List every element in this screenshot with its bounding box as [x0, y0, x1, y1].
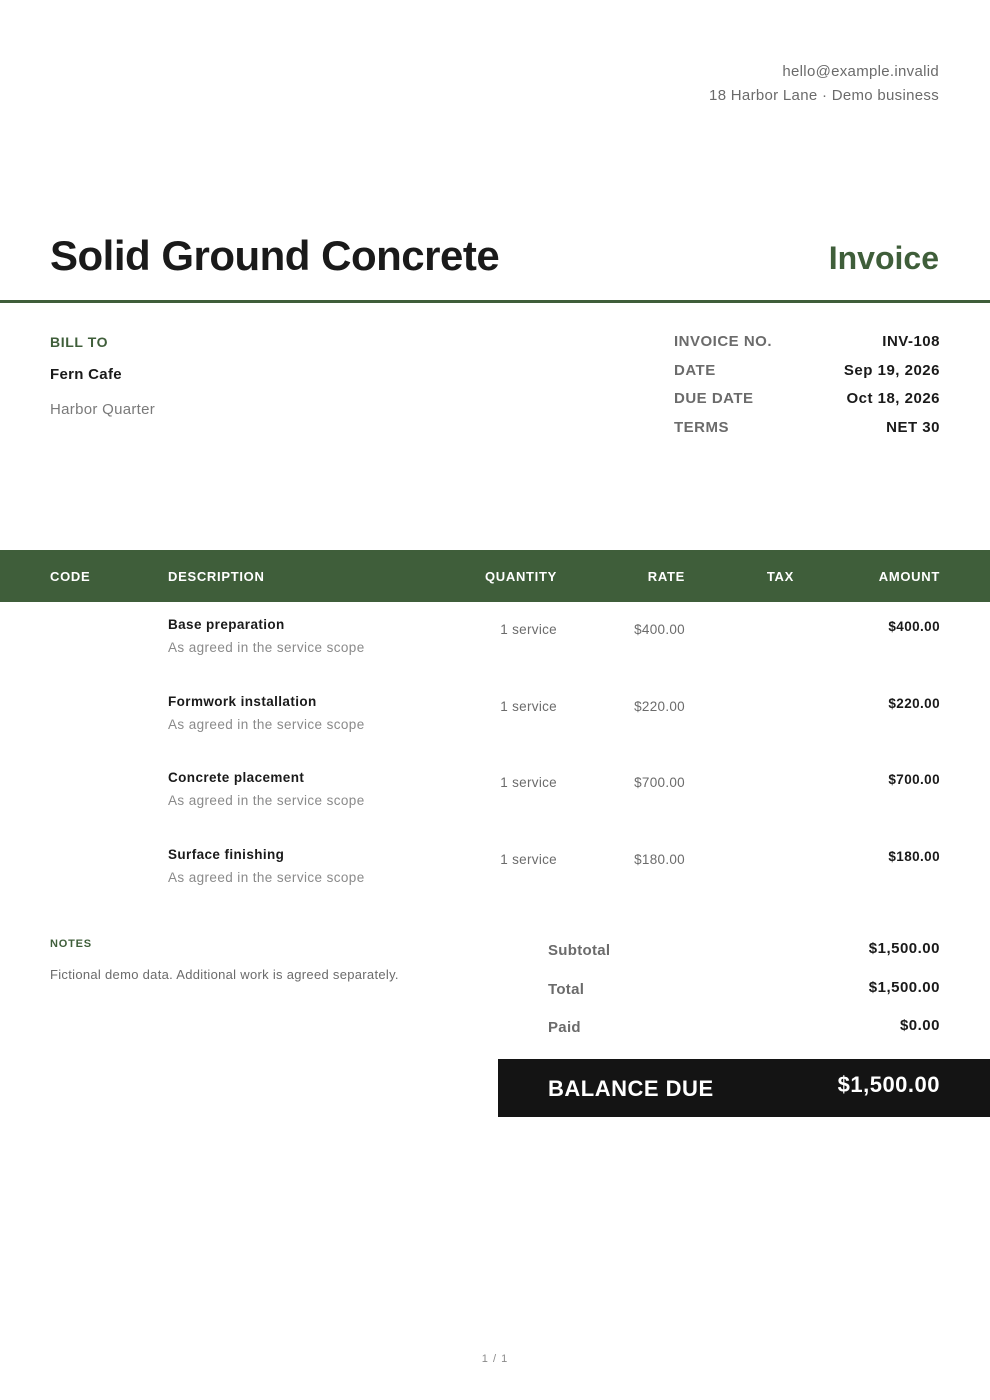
item-quantity: 1 service	[500, 699, 557, 714]
table-row	[0, 694, 990, 754]
meta-row-terms	[674, 419, 940, 448]
column-header-quantity	[480, 550, 557, 602]
client-address: Harbor Quarter	[50, 401, 156, 418]
balance-due-label: BALANCE DUE	[548, 1076, 714, 1101]
company-name: Solid Ground Concrete	[50, 232, 500, 279]
item-title: Concrete placement	[168, 770, 305, 785]
item-amount: $400.00	[888, 619, 940, 634]
meta-value: Sep 19, 2026	[843, 361, 940, 379]
totals-key: Total	[548, 981, 585, 998]
meta-row-due-date	[674, 390, 940, 419]
bill-to-label: BILL TO	[50, 334, 109, 350]
meta-key: DUE DATE	[674, 390, 754, 407]
item-amount: $220.00	[888, 696, 940, 711]
item-quantity: 1 service	[500, 852, 557, 867]
item-subtitle: As agreed in the service scope	[168, 870, 365, 885]
column-header-tax: TAX	[766, 568, 794, 584]
balance-due-value: $1,500.00	[837, 1072, 940, 1097]
notes-text: Fictional demo data. Additional work is agreed separately.	[50, 967, 399, 982]
totals-value: $0.00	[899, 1017, 940, 1034]
totals-row-total	[548, 979, 940, 1003]
meta-row-invoice-no	[674, 333, 940, 362]
client-name: Fern Cafe	[50, 366, 122, 383]
table-row	[0, 770, 990, 830]
meta-key: INVOICE NO.	[674, 333, 773, 350]
item-subtitle: As agreed in the service scope	[168, 640, 365, 655]
meta-key: DATE	[674, 361, 716, 379]
meta-row-date	[674, 362, 940, 391]
item-subtitle: As agreed in the service scope	[168, 717, 365, 732]
balance-due-bar	[498, 1059, 990, 1117]
invoice-meta	[674, 333, 940, 447]
table-row	[0, 847, 990, 907]
item-title: Base preparation	[168, 617, 285, 632]
column-header-description: DESCRIPTION	[168, 568, 265, 584]
meta-value: Oct 18, 2026	[846, 390, 940, 407]
item-quantity: 1 service	[500, 622, 557, 637]
totals-value: $1,500.00	[868, 940, 940, 957]
totals-value: $1,500.00	[868, 979, 940, 996]
column-header-amount: AMOUNT	[878, 568, 940, 584]
column-header-code: CODE	[50, 568, 91, 584]
item-rate: $700.00	[634, 775, 685, 790]
business-address: 18 Harbor Lane · Demo business	[709, 87, 939, 104]
item-rate: $180.00	[634, 852, 685, 867]
totals-row-subtotal	[548, 940, 940, 964]
meta-key: TERMS	[674, 418, 729, 436]
item-amount: $700.00	[888, 772, 940, 787]
notes-label: NOTES	[50, 938, 92, 950]
totals-key: Paid	[548, 1019, 581, 1036]
document-title: Invoice	[828, 240, 939, 276]
header-divider	[0, 300, 990, 303]
page-number: 1 / 1	[481, 1353, 509, 1365]
item-title: Surface finishing	[168, 847, 285, 862]
item-rate: $220.00	[634, 699, 685, 714]
column-header-rate: RATE	[647, 568, 685, 584]
column-header-quantity-label: QUANTITY	[484, 568, 557, 584]
totals-key: Subtotal	[548, 942, 611, 959]
table-header	[0, 550, 990, 602]
item-subtitle: As agreed in the service scope	[168, 793, 365, 808]
business-contact	[709, 60, 939, 108]
business-email: hello@example.invalid	[782, 63, 939, 80]
totals-row-paid	[548, 1017, 940, 1041]
table-row	[0, 617, 990, 677]
item-amount: $180.00	[888, 849, 940, 864]
item-rate: $400.00	[634, 622, 685, 637]
item-quantity: 1 service	[500, 775, 557, 790]
meta-value: NET 30	[886, 418, 940, 436]
meta-value: INV-108	[882, 333, 940, 350]
item-title: Formwork installation	[168, 694, 317, 709]
